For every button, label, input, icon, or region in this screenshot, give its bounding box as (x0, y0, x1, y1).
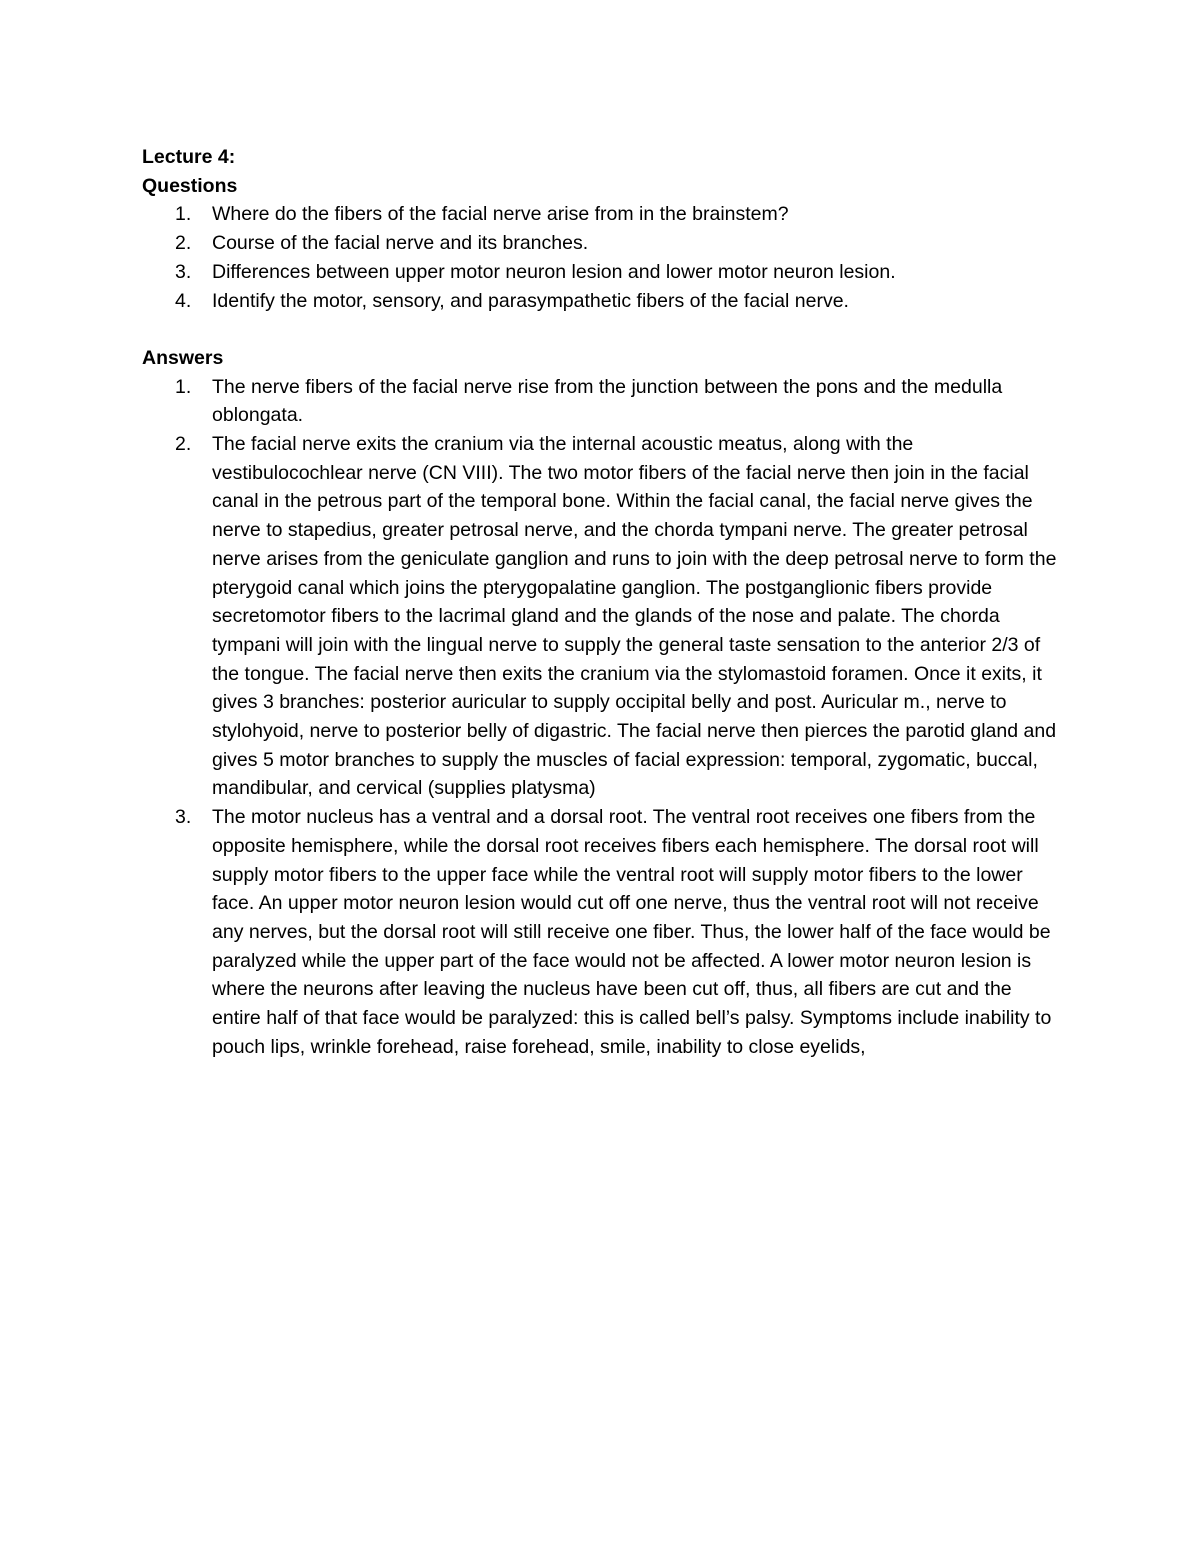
question-text: Differences between upper motor neuron lesion and lower motor neuron lesion. (212, 260, 896, 283)
answer-item (142, 803, 1062, 1061)
lecture-title: Lecture 4: (142, 146, 236, 168)
document-content (142, 143, 1062, 1061)
answers-heading: Answers (142, 346, 224, 369)
question-item (142, 229, 1062, 258)
question-item (142, 200, 1062, 229)
questions-list (142, 200, 1062, 315)
question-item (142, 287, 1062, 316)
question-number: 4. (175, 289, 192, 312)
question-text: Where do the fibers of the facial nerve arise from in the brainstem? (212, 203, 789, 226)
answer-number: 2. (175, 433, 192, 456)
answer-number: 3. (175, 806, 192, 829)
answer-item (142, 373, 1062, 430)
answer-number: 1. (175, 375, 192, 398)
question-text: Identify the motor, sensory, and parasympathetic fibers of the facial nerve. (212, 289, 849, 312)
question-number: 3. (175, 260, 192, 283)
question-text: Course of the facial nerve and its branches. (212, 232, 589, 255)
question-item (142, 258, 1062, 287)
answers-list (142, 373, 1062, 1062)
answer-text: The facial nerve exits the cranium via the internal acoustic meatus, along with the vestibulocochlear nerve (CN VIII). The two motor fibers of the facial nerve then join in the facial canal in the petrous part of the temporal bone. Within the facial canal, the facial nerve gives the nerve to stapedius, greater petrosal nerve, and the chorda tympani nerve. The greater petrosal nerve arises from the geniculate ganglion and runs to join with the deep petrosal nerve to form the pterygoid canal which joins the pterygopalatine ganglion. The postganglionic fibers provide secretomotor fibers to the lacrimal gland and the glands of the nose and palate. The chorda tympani will join with the lingual nerve to supply the general taste sensation to the anterior 2/3 of the tongue. The facial nerve then exits the cranium via the stylomastoid foramen. Once it exits, it gives 3 branches: posterior auricular to supply occipital belly and post. Auricular m., nerve to stylohyoid, nerve to posterior belly of digastric. The facial nerve then pierces the parotid gland and gives 5 motor branches to supply the muscles of facial expression: temporal, zygomatic, buccal, mandibular, and cervical (supplies platysma) (212, 433, 1057, 800)
question-number: 2. (175, 232, 192, 255)
question-number: 1. (175, 203, 192, 226)
questions-heading: Questions (142, 174, 238, 197)
answer-text: The nerve fibers of the facial nerve rise from the junction between the pons and the medulla oblongata. (212, 375, 1003, 427)
section-spacer (142, 315, 1062, 344)
answer-item (142, 430, 1062, 803)
answer-text: The motor nucleus has a ventral and a dorsal root. The ventral root receives one fibers from the opposite hemisphere, while the dorsal root receives fibers each hemisphere. The dorsal root will supply motor fibers to the upper face while the ventral root will supply motor fibers to the lower face. An upper motor neuron lesion would cut off one nerve, thus the ventral root will not receive any nerves, but the dorsal root will still receive one fiber. Thus, the lower half of the face would be paralyzed while the upper part of the face would not be affected. A lower motor neuron lesion is where the neurons after leaving the nucleus have been cut off, thus, all fibers are cut and the entire half of that face would be paralyzed: this is called bell’s palsy. Symptoms include inability to pouch lips, wrinkle forehead, raise forehead, smile, inability to close eyelids, (212, 806, 1052, 1058)
